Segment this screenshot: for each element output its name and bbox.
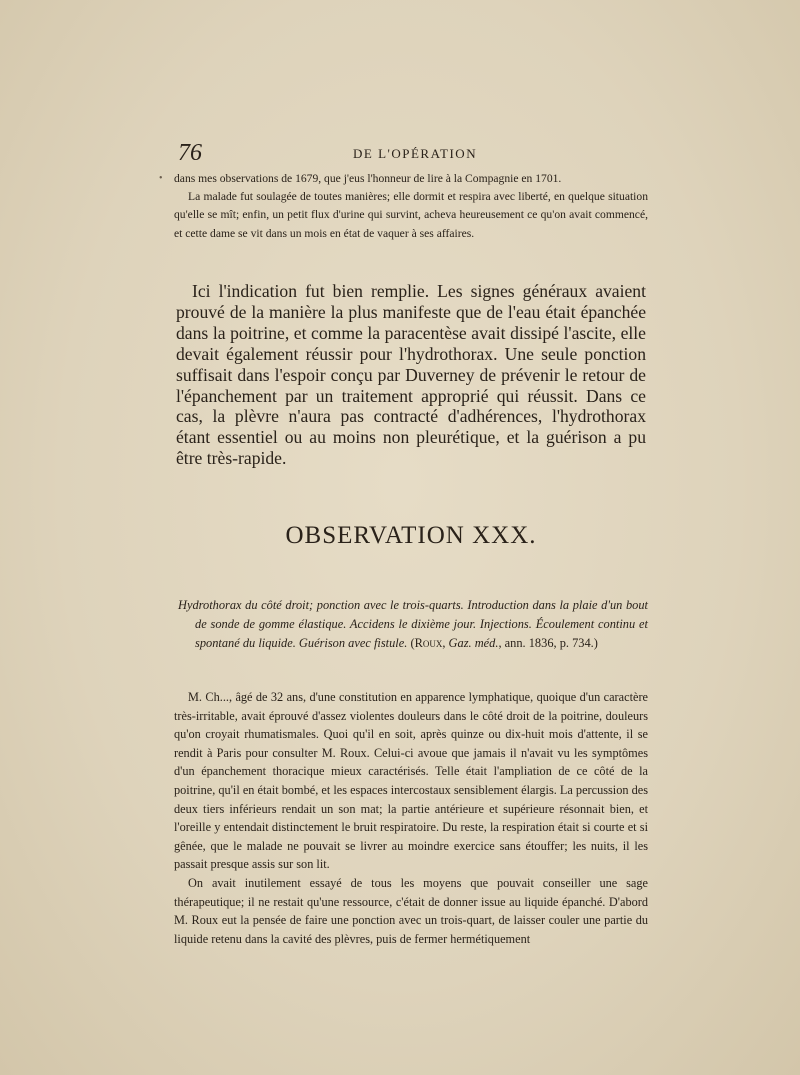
page-header [178, 140, 646, 166]
body-paragraph-2: On avait inutilement essayé de tous les moyens que pouvait conseiller une sage thérapeutique; il ne restait qu'une ressource, c'était de donner issue au liquide épanché. D'abord M. Roux eut la pensée de faire une ponction avec un trois-quart, de laisser couler une partie du liquide retenu dans la cavité des plèvres, puis de fermer hermétiquement [174, 875, 648, 946]
observation-body [174, 688, 648, 948]
summary-text: Hydrothorax du côté droit; ponction avec le trois-quarts. Introduction dans la plaie d'un bout de sonde de gomme élastique. Accidens le dixième jour. Injections. Écoulement continu et spontané du liquide. Guérison avec fistule. [178, 598, 648, 650]
body-paragraph-1: M. Ch..., âgé de 32 ans, d'une constitution en apparence lymphatique, quoique d'un caractère très-irritable, avait éprouvé d'assez violentes douleurs dans le côté droit de la poitrine, douleurs qu'on croyait rhumatismales. Quoi qu'il en soit, après quinze ou dix-huit mois d'attente, il se rendit à Paris pour consulter M. Roux. Celui-ci avoue que jamais il n'avait vu les symptômes d'un épanchement thoracique mieux caractérisés. Telle était l'ampliation de ce côté de la poitrine, qu'il en était bombé, et les espaces intercostaux sensiblement élargis. La percussion des deux tiers inférieurs rendait un son mat; la partie antérieure et supérieure résonnait bien, et l'oreille y entendait distinctement le bruit respiratoire. Du reste, la respiration était si courte et si gênée, que le malade ne pouvait se livrer au moindre exercice sans étouffer; les nuits, il les passait presque assis sur son lit. [174, 690, 648, 872]
footnote-block [174, 170, 648, 243]
observation-title: OBSERVATION XXX. [285, 522, 537, 549]
observation-summary [178, 596, 648, 652]
ref-journal: Gaz. méd. [448, 635, 499, 650]
main-paragraph: Ici l'indication fut bien remplie. Les signes généraux avaient prouvé de la manière la plus manifeste que de l'eau était épanchée dans la poitrine, et comme la paracentèse avait dissipé l'ascite, elle devait également réussir pour l'hydrothorax. Une seule ponction suffisait dans l'espoir conçu par Duverney de prévenir le retour de l'épanchement par un traitement approprié qui réussit. Dans ce cas, la plèvre n'aura pas contracté d'adhérences, l'hydrothorax étant essentiel ou au moins non pleurétique, et la guérison a pu être très-rapide. [176, 281, 646, 469]
summary-reference [407, 636, 598, 650]
ref-open: ( [407, 635, 415, 650]
margin-mark: • [159, 173, 163, 184]
page-number: 76 [178, 140, 202, 166]
running-head: DE L'OPÉRATION [353, 146, 478, 161]
ref-tail: , ann. 1836, p. 734.) [498, 635, 598, 650]
ref-author: Roux [414, 635, 443, 650]
main-text-block [176, 281, 646, 469]
summary-paragraph [178, 596, 648, 652]
note-paragraph: La malade fut soulagée de toutes manières; elle dormit et respira avec liberté, en quelque situation qu'elle se mît; enfin, un petit flux d'urine qui survint, acheva heureusement ce qu'on avait commencé, et cette dame se vit dans un mois en état de vaquer à ses affaires. [174, 190, 648, 240]
ref-separator: , [442, 635, 449, 650]
note-line: dans mes observations de 1679, que j'eus l'honneur de lire à la Compagnie en 1701. [174, 172, 562, 185]
